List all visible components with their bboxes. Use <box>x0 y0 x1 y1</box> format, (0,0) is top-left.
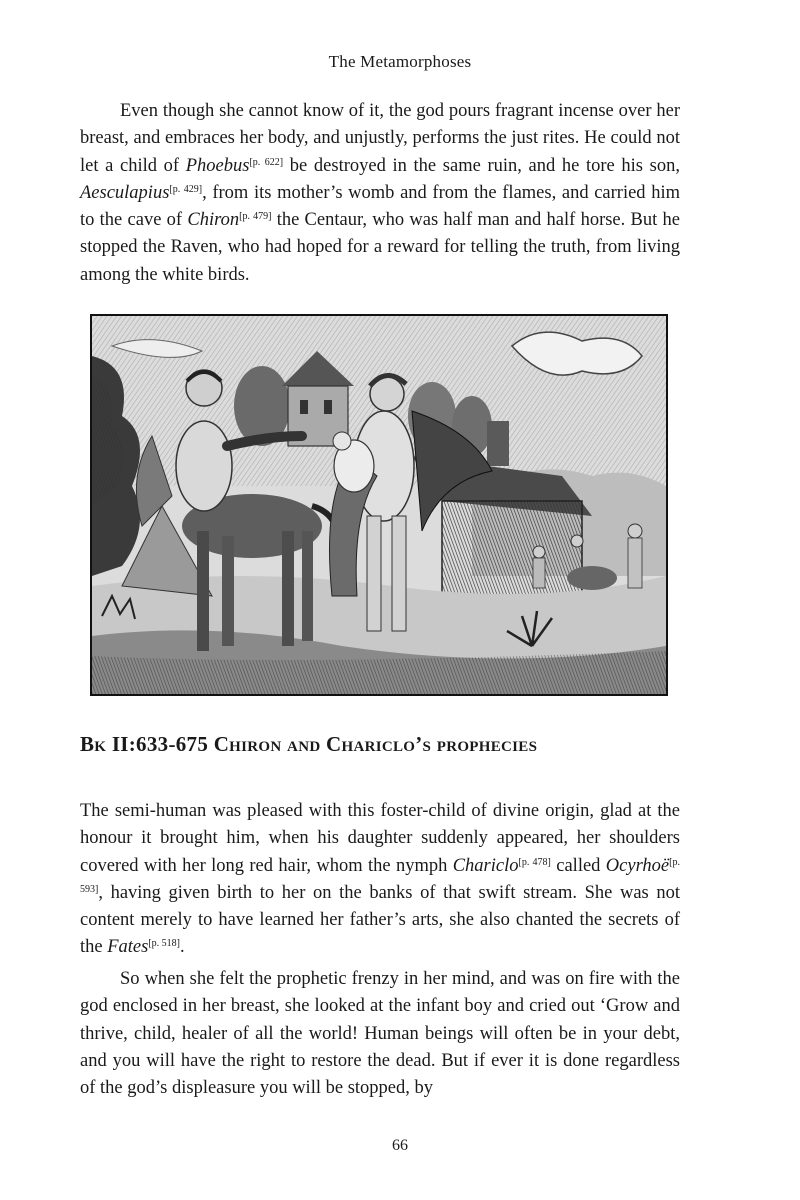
page-ref-phoebus: [p. 622] <box>249 156 284 168</box>
para1-text-3: , from its mother’s womb and from the flames, and carried him to the cave of <box>80 182 680 231</box>
page-ref-fates: [p. 518] <box>148 938 181 950</box>
para1-text-2: be destroyed in the same ruin, and he tore his son, <box>283 155 680 176</box>
para2-text-2: called <box>550 855 606 876</box>
name-fates: Fates <box>107 937 149 958</box>
paragraph-1 <box>80 98 680 289</box>
name-chariclo: Chariclo <box>452 855 519 876</box>
para2-text-1: The semi-human was pleased with this foster-child of divine origin, glad at the honour it brought him, when his daughter suddenly appeared, her shoulders covered with her long red hair, whom the nymph <box>80 801 680 876</box>
para2-text-3: , having given birth to her on the banks of that swift stream. She was not content merely to have learned her father’s arts, she also chanted the secrets of the <box>80 882 680 958</box>
name-chiron: Chiron <box>187 210 240 231</box>
name-ocyrhoe: Ocyrhoë <box>605 855 670 876</box>
name-aesculapius: Aesculapius <box>80 182 170 203</box>
paragraph-3 <box>80 966 680 1102</box>
page-ref-aesculapius: [p. 429] <box>169 183 203 195</box>
para1-text-4: the Centaur, who was half man and half horse. But he stopped the Raven, who had hoped for a reward for telling the truth, from living among the white birds. <box>80 210 680 285</box>
para2-text-4: . <box>180 937 185 958</box>
name-phoebus: Phoebus <box>185 155 250 176</box>
engraving-illustration <box>90 314 668 696</box>
page-number: 66 <box>392 1137 408 1154</box>
paragraph-2 <box>80 798 680 962</box>
section-heading: Bk II:633-675 Chiron and Chariclo’s prophecies <box>80 732 538 756</box>
para3-text-1: So when she felt the prophetic frenzy in her mind, and was on fire with the god enclosed in her breast, she looked at the infant boy and cried out ‘Grow and thrive, child, healer of all the world! Human beings will often be in your debt, and you will have the right to restore the dead. But if ever it is done regardless of the god’s displeasure you will be stopped, by <box>80 969 680 1099</box>
running-head: The Metamorphoses <box>328 52 472 71</box>
para1-text-1: Even though she cannot know of it, the god pours fragrant incense over her breast, and embraces her body, and unjustly, performs the just rites. He could not let a child of <box>80 101 680 176</box>
page-ref-chariclo: [p. 478] <box>518 856 551 868</box>
page-ref-chiron: [p. 479] <box>239 211 272 223</box>
page-ref-ocyrhoe: [p. 593] <box>80 856 680 895</box>
